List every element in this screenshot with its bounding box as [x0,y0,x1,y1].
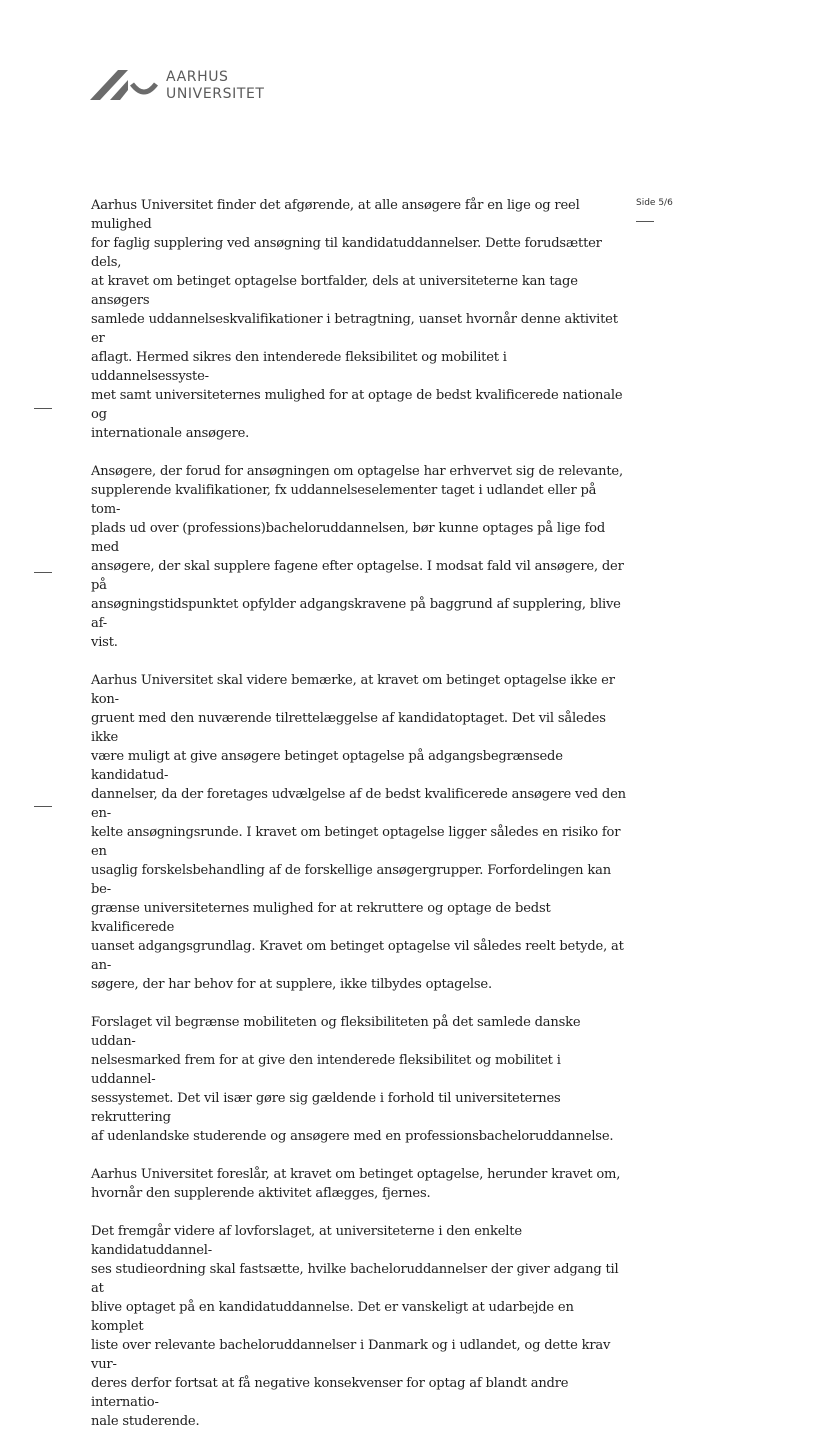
paragraph: Aarhus Universitet finder det afgørende, at alle ansøgere får en lige og reel mulighed for faglig supplering ved ansøgning til kandidatuddannelser. Dette forudsætter dels, at kravet om betinget optagelse bortfalder, dels at universiteterne kan tage ansøgers samlede uddannelseskvalifikationer i betragtning, uanset hvornår denne aktivitet er aflagt. Hermed sikres den intenderede fleksibilitet og mobilitet i uddannelsessyste- met samt universiteternes mulighed for at optage de bedst kvalificerede nationale og internationale ansøgere. [91,198,623,441]
logo-wordmark [166,69,265,103]
page-number-label: Side 5/6 [636,198,673,208]
margin-rule [636,221,654,222]
paragraph: Aarhus Universitet skal videre bemærke, at kravet om betinget optagelse ikke er kon- gruent med den nuværende tilrettelæggelse af kandidatoptaget. Det vil således ikke være muligt at give ansøgere betinget optagelse på adgangsbegrænsede kandidatud- dannelser, da der foretages udvælgelse af de bedst kvalificerede ansøgere ved den en- kelte ansøgningsrunde. I kravet om betinget optagelse ligger således en risiko for en usaglig forskelsbehandling af de forskellige ansøgergrupper. Forfordelingen kan be- grænse universiteternes mulighed for at rekruttere og optage de bedst kvalificerede uanset adgangsgrundlag. Kravet om betinget optagelse vil således reelt betyde, at an- søgere, der har behov for at supplere, ikke tilbydes optagelse. [91,673,626,992]
university-logo [88,66,278,110]
paragraph: Aarhus Universitet foreslår, at kravet om betinget optagelse, herunder kravet om, hvornår den supplerende aktivitet aflægges, fjernes. [91,1167,621,1201]
paragraph: Ansøgere, der forud for ansøgningen om optagelse har erhvervet sig de relevante, supplerende kvalifikationer, fx uddannelseselementer taget i udlandet eller på tom- plads ud over (professions)bacheloruddannelsen, bør kunne optages på lige fod med ansøgere, der skal supplere fagene efter optagelse. I modsat fald vil ansøgere, der på ansøgningstidspunktet opfylder adgangskravene på baggrund af supplering, blive af- vist. [91,464,624,650]
aarhus-university-logo-icon [88,66,158,106]
fold-mark [34,572,52,573]
logo-line-2: UNIVERSITET [166,86,265,102]
letter-body [91,196,627,1450]
paragraph: Forslaget vil begrænse mobiliteten og fleksibiliteten på det samlede danske uddan- nelsesmarked frem for at give den intenderede fleksibilitet og mobilitet i uddannel- sessystemet. Det vil især gøre sig gældende i forhold til universiteternes rekruttering af udenlandske studerende og ansøgere med en professionsbacheloruddannelse. [91,1015,614,1144]
logo-line-1: AARHUS [166,69,229,85]
fold-mark [34,408,52,409]
paragraph: Det fremgår videre af lovforslaget, at universiteterne i den enkelte kandidatuddannel- ses studieordning skal fastsætte, hvilke bacheloruddannelser der giver adgang til at blive optaget på en kandidatuddannelse. Det er vanskeligt at udarbejde en komplet liste over relevante bacheloruddannelser i Danmark og i udlandet, og dette krav vur- deres derfor fortsat at få negative konsekvenser for optag af blandt andre internatio- nale studerende. [91,1224,619,1429]
fold-mark [34,806,52,807]
